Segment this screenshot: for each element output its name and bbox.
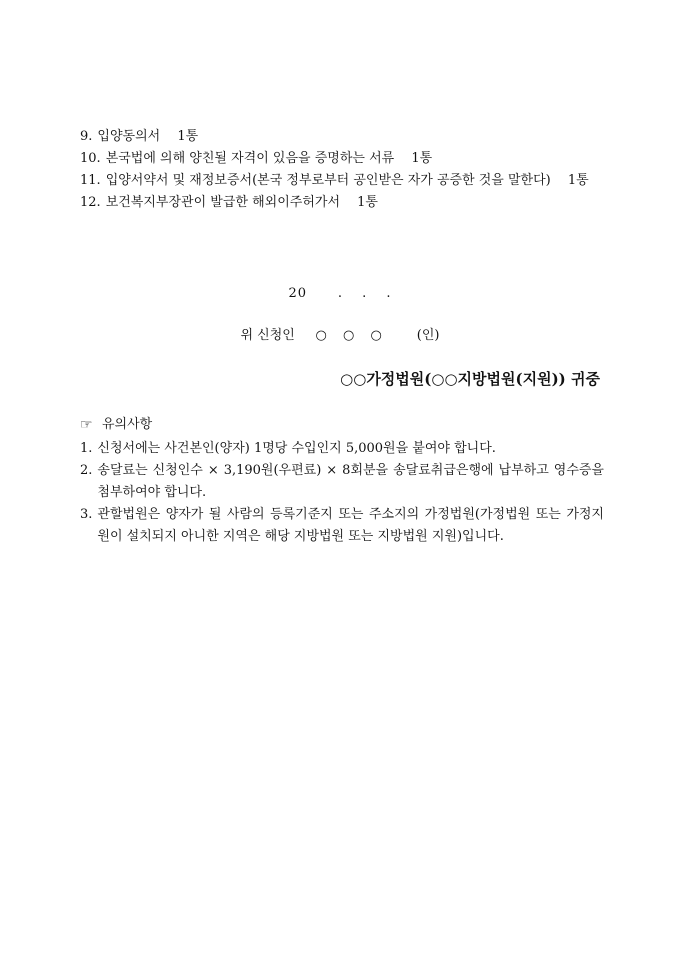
applicant-line bbox=[0, 324, 680, 343]
note-number: 3. bbox=[80, 507, 93, 522]
list-item-number: 10. bbox=[80, 151, 101, 166]
applicant-name: ○ ○ ○ bbox=[315, 328, 388, 343]
applicant-label: 위 신청인 bbox=[240, 328, 295, 343]
note-text: 송달료는 신청인수 × 3,190원(우편료) × 8회분을 송달료취급은행에 납부하고 영수증을 첨부하여야 합니다. bbox=[97, 463, 604, 500]
list-item bbox=[80, 170, 604, 192]
note-item bbox=[80, 438, 604, 460]
list-item-text: 보건복지부장관이 발급한 해외이주허가서 1통 bbox=[105, 195, 378, 210]
note-number: 1. bbox=[80, 441, 93, 456]
note-number: 2. bbox=[80, 463, 93, 478]
date-line bbox=[0, 282, 680, 301]
notes-heading-text: 유의사항 bbox=[102, 417, 153, 432]
date-dots: . . . bbox=[337, 286, 392, 301]
court-addressee: ○○가정법원(○○지방법원(지원)) 귀중 bbox=[340, 370, 600, 388]
note-text: 관할법원은 양자가 될 사람의 등록기준지 또는 주소지의 가정법원(가정법원 또는 가정지원이 설치되지 아니한 지역은 해당 지방법원 또는 지방법원 지원)입니다. bbox=[97, 507, 604, 544]
list-item bbox=[80, 192, 604, 214]
list-item-text: 입양동의서 1통 bbox=[97, 129, 199, 144]
notes-section bbox=[80, 414, 604, 548]
list-item-number: 9. bbox=[80, 129, 93, 144]
list-item-number: 11. bbox=[80, 173, 101, 188]
applicant-seal: (인) bbox=[416, 328, 440, 343]
pointing-hand-icon: ☞ bbox=[80, 417, 93, 433]
note-text: 신청서에는 사건본인(양자) 1명당 수입인지 5,000원을 붙여야 합니다. bbox=[97, 441, 496, 456]
list-item-text: 입양서약서 및 재정보증서(본국 정부로부터 공인받은 자가 공증한 것을 말한다) 1통 bbox=[105, 173, 589, 188]
list-item-text: 본국법에 의해 양친될 자격이 있음을 증명하는 서류 1통 bbox=[105, 151, 433, 166]
note-item bbox=[80, 504, 604, 548]
list-item bbox=[80, 148, 604, 170]
note-item bbox=[80, 460, 604, 504]
date-year: 20 bbox=[288, 286, 308, 301]
list-item-number: 12. bbox=[80, 195, 101, 210]
list-item bbox=[80, 126, 604, 148]
attachment-list bbox=[80, 126, 604, 214]
notes-heading bbox=[80, 414, 604, 436]
